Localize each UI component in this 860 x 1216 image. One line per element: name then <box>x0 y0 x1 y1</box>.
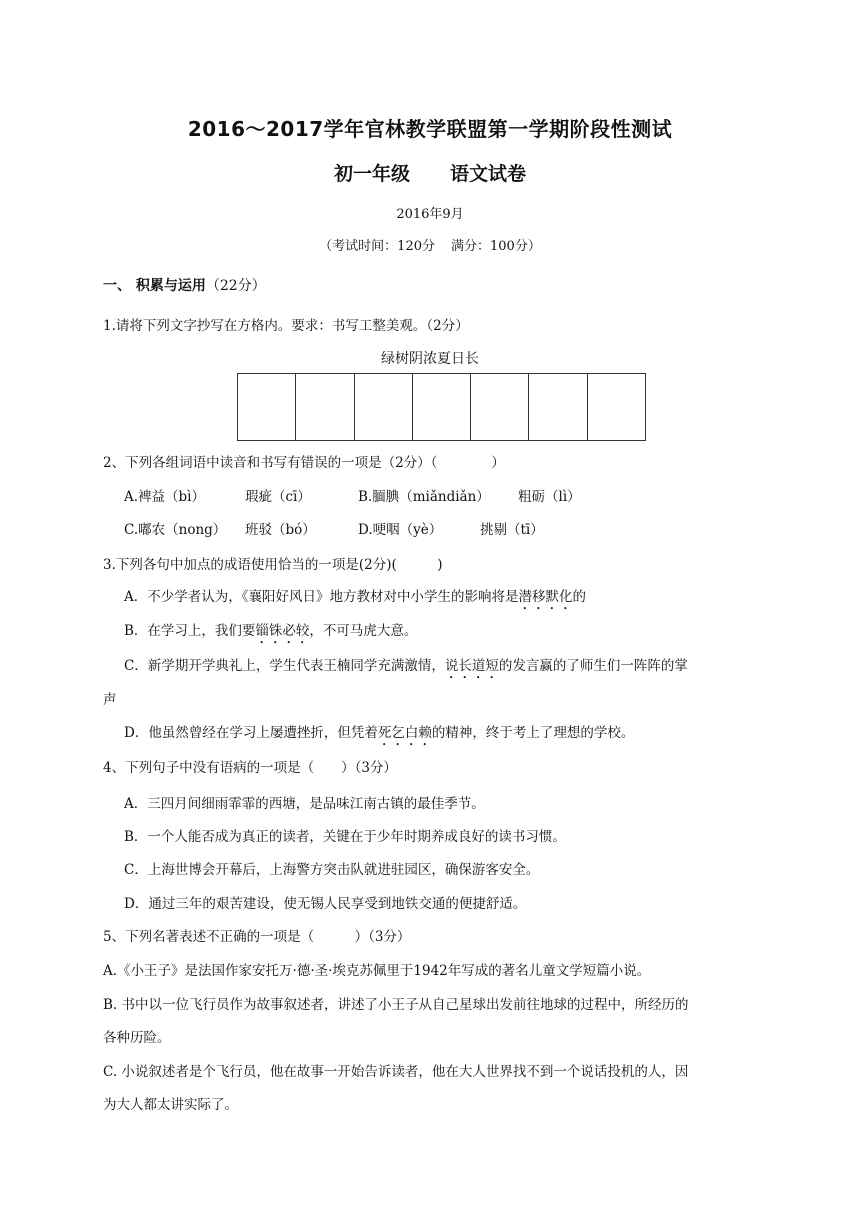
score-info: 满分：100分） <box>451 239 541 254</box>
q4-option-b: B．一个人能否成为真正的读者，关键在于少年时期养成良好的读书习惯。 <box>124 829 566 845</box>
q5-option-b: B. 书中以一位飞行员作为故事叙述者，讲述了小王子从自己星球出发前往地球的过程中，所经历的 <box>103 997 689 1013</box>
q5-option-c: C. 小说叙述者是个飞行员，他在故事一开始告诉读者，他在大人世界找不到一个说话投机的人，因 <box>103 1064 689 1080</box>
copy-phrase: 绿树阴浓夏日长 <box>381 351 479 367</box>
q3-c-text: C．新学期开学典礼上，学生代表王楠同学充满激情， <box>124 658 445 674</box>
q5-option-a: A.《小王子》是法国作家安托万·德·圣·埃克苏佩里于1942年写成的著名儿童文学短篇小说。 <box>103 963 651 979</box>
grid-cell[interactable] <box>529 374 587 440</box>
question-4: 4、下列句子中没有语病的一项是（ ）（3分） <box>103 760 397 776</box>
q5-option-b-cont: 各种历险。 <box>103 1030 171 1046</box>
subject-label: 语文试卷 <box>450 163 527 185</box>
q3-c-idiom: 说长道短 <box>444 658 499 674</box>
time-info: （考试时间：120分 <box>319 239 435 254</box>
grid-cell[interactable] <box>238 374 296 440</box>
exam-title: 2016～2017学年官林教学联盟第一学期阶段性测试 <box>187 117 673 141</box>
q3-d-idiom: 死乞白赖 <box>377 725 432 741</box>
section-title: 一、 积累与运用 <box>103 278 206 294</box>
q2-option-d: D.哽咽（yè） <box>358 522 443 538</box>
q4-option-c: C．上海世博会开幕后，上海警方突击队就进驻园区，确保游客安全。 <box>124 862 540 878</box>
q3-option-a <box>124 585 586 613</box>
question-5: 5、下列名著表述不正确的一项是（ ）（3分） <box>103 929 411 945</box>
q3-a-idiom: 潜移默化 <box>518 589 573 605</box>
grid-cell[interactable] <box>588 374 645 440</box>
question-1: 1.请将下列文字抄写在方格内。要求：书写工整美观。（2分） <box>103 318 469 334</box>
q2-option-b2: 粗砺（lì） <box>518 489 581 505</box>
q5-option-c-cont: 为大人都太讲实际了。 <box>103 1097 238 1113</box>
q2-option-d2: 挑剔（tī） <box>480 522 544 538</box>
q2-option-c: C.嘟农（nong） <box>124 522 227 538</box>
q2-option-b: B.腼腆（miǎndiǎn） <box>358 489 490 505</box>
q3-d-end: 的精神，终于考上了理想的学校。 <box>431 725 635 741</box>
q3-option-c <box>124 654 688 682</box>
q4-option-d: D．通过三年的艰苦建设，使无锡人民享受到地铁交通的便捷舒适。 <box>124 896 527 912</box>
q3-a-text: A．不少学者认为，《襄阳好风日》地方教材对中小学生的影响将是 <box>124 589 519 605</box>
q3-c-end: 的发言赢的了师生们一阵阵的掌 <box>498 658 688 674</box>
section-points: （22分） <box>205 278 266 294</box>
q3-b-text: B．在学习上，我们要 <box>124 623 256 639</box>
q2-option-a: A.裨益（bì） <box>124 489 205 505</box>
q2-option-c2: 班驳（bó） <box>245 522 316 538</box>
exam-info <box>0 235 860 254</box>
question-2: 2、下列各组词语中读音和书写有错误的一项是（2分）（ ） <box>103 455 505 471</box>
q3-b-idiom: 锱铢必较 <box>255 623 310 639</box>
exam-subtitle <box>0 159 860 186</box>
q3-d-text: D．他虽然曾经在学习上屡遭挫折，但凭着 <box>124 725 378 741</box>
writing-grid[interactable] <box>237 373 646 441</box>
grid-cell[interactable] <box>355 374 413 440</box>
q4-option-a: A．三四月间细雨霏霏的西塘，是品味江南古镇的最佳季节。 <box>124 796 485 812</box>
q3-option-c-cont: 声 <box>103 692 117 708</box>
q3-option-b <box>124 619 417 647</box>
q3-b-end: ，不可马虎大意。 <box>309 623 418 639</box>
grade-label: 初一年级 <box>333 163 410 185</box>
q2-option-a2: 瑕疵（cī） <box>245 489 311 505</box>
grid-cell[interactable] <box>413 374 471 440</box>
grid-cell[interactable] <box>296 374 354 440</box>
section-heading <box>103 275 266 295</box>
grid-cell[interactable] <box>471 374 529 440</box>
exam-date: 2016年9月 <box>396 207 464 222</box>
q3-option-d <box>124 721 634 749</box>
question-3: 3.下列各句中加点的成语使用恰当的一项是(2分)( ) <box>103 557 443 573</box>
q3-a-end: 的 <box>572 589 586 605</box>
